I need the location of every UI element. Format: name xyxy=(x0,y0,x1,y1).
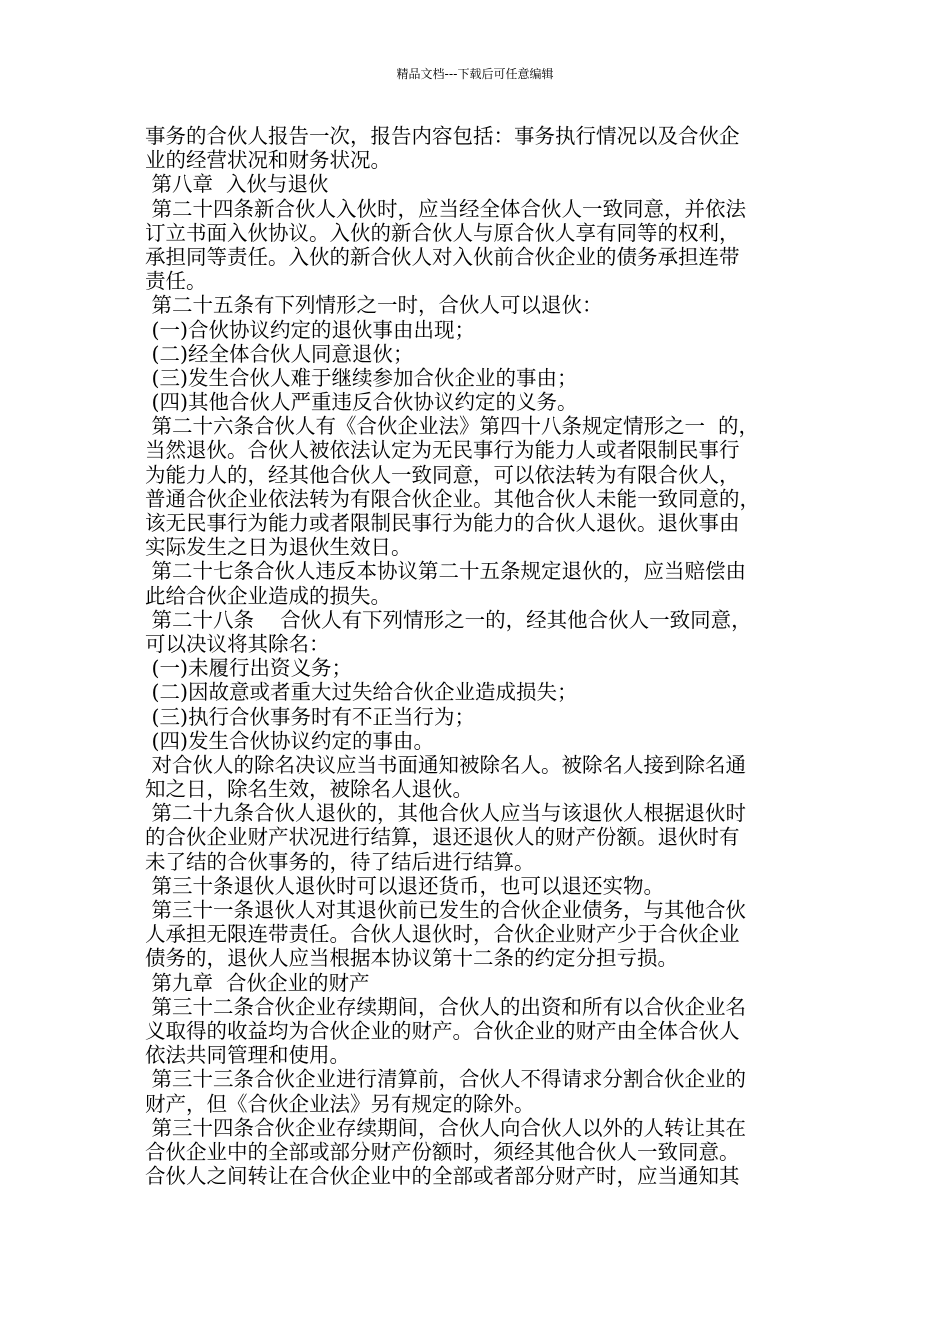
article-28: 第二十八条 合伙人有下列情形之一的，经其他合伙人一致同意， xyxy=(145,607,752,632)
text-line: 当然退伙。合伙人被依法认定为无民事行为能力人或者限制民事行 xyxy=(145,438,740,463)
text-line: 订立书面入伙协议。入伙的新合伙人与原合伙人享有同等的权利， xyxy=(145,220,740,245)
text-line: 事务的合伙人报告一次，报告内容包括：事务执行情况以及合伙企 xyxy=(145,124,740,148)
text-line: 人承担无限连带责任。合伙人退伙时，合伙企业财产少于合伙企业 xyxy=(145,922,740,947)
text-line: 合伙人之间转让在合伙企业中的全部或者部分财产时，应当通知其 xyxy=(145,1164,740,1189)
article-29: 第二十九条合伙人退伙的，其他合伙人应当与该退伙人根据退伙时 xyxy=(145,801,747,826)
text-line: 知之日，除名生效，被除名人退伙。 xyxy=(145,777,473,802)
list-item: (四)发生合伙协议约定的事由。 xyxy=(145,728,435,753)
text-line: 普通合伙企业依法转为有限合伙企业。其他合伙人未能一致同意的， xyxy=(145,486,760,511)
text-line: 此给合伙企业造成的损失。 xyxy=(145,583,391,608)
text-line: 财产，但《合伙企业法》另有规定的除外。 xyxy=(145,1091,535,1116)
page-header: 精品文档---下载后可任意编辑 xyxy=(396,67,554,81)
text-line: 业的经营状况和财务状况。 xyxy=(145,148,391,173)
text-line: 依法共同管理和使用。 xyxy=(145,1043,350,1068)
article-27: 第二十七条合伙人违反本协议第二十五条规定退伙的，应当赔偿由 xyxy=(145,559,747,584)
text-line: 实际发生之日为退伙生效日。 xyxy=(145,535,412,560)
list-item: (一)未履行出资义务； xyxy=(145,656,353,681)
text-line: 该无民事行为能力或者限制民事行为能力的合伙人退伙。退伙事由 xyxy=(145,511,740,535)
text-line: 未了结的合伙事务的，待了结后进行结算。 xyxy=(145,849,535,874)
article-34: 第三十四条合伙企业存续期间，合伙人向合伙人以外的人转让其在 xyxy=(145,1115,747,1140)
text-line: 承担同等责任。入伙的新合伙人对入伙前合伙企业的债务承担连带 xyxy=(145,244,740,269)
chapter-heading: 第八章 入伙与退伙 xyxy=(145,172,329,197)
text-line: 责任。 xyxy=(145,269,207,294)
text-line: 合伙企业中的全部或部分财产份额时，须经其他合伙人一致同意。 xyxy=(145,1139,740,1164)
article-31: 第三十一条退伙人对其退伙前已发生的合伙企业债务，与其他合伙 xyxy=(145,898,747,922)
article-30: 第三十条退伙人退伙时可以退还货币，也可以退还实物。 xyxy=(145,873,665,898)
article-25: 第二十五条有下列情形之一时，合伙人可以退伙： xyxy=(145,293,603,318)
article-33: 第三十三条合伙企业进行清算前，合伙人不得请求分割合伙企业的 xyxy=(145,1067,747,1092)
list-item: (三)执行合伙事务时有不正当行为； xyxy=(145,704,476,729)
list-item: (一)合伙协议约定的退伙事由出现； xyxy=(145,317,476,342)
text-line: 的合伙企业财产状况进行结算，退还退伙人的财产份额。退伙时有 xyxy=(145,825,740,850)
text-line: 可以决议将其除名： xyxy=(145,631,330,656)
article-24: 第二十四条新合伙人入伙时，应当经全体合伙人一致同意，并依法 xyxy=(145,196,747,221)
text-line: 义取得的收益均为合伙企业的财产。合伙企业的财产由全体合伙人 xyxy=(145,1018,740,1043)
article-32: 第三十二条合伙企业存续期间，合伙人的出资和所有以合伙企业名 xyxy=(145,994,747,1019)
chapter-heading: 第九章 合伙企业的财产 xyxy=(145,970,370,995)
list-item: (二)因故意或者重大过失给合伙企业造成损失； xyxy=(145,680,578,705)
list-item: (四)其他合伙人严重违反合伙协议约定的义务。 xyxy=(145,390,578,415)
text-line: 对合伙人的除名决议应当书面通知被除名人。被除名人接到除名通 xyxy=(145,752,747,777)
list-item: (三)发生合伙人难于继续参加合伙企业的事由； xyxy=(145,365,578,390)
list-item: (二)经全体合伙人同意退伙； xyxy=(145,341,414,366)
article-26: 第二十六条合伙人有《合伙企业法》第四十八条规定情形之一 的， xyxy=(145,414,760,439)
text-line: 为能力人的，经其他合伙人一致同意，可以依法转为有限合伙人， xyxy=(145,462,740,487)
text-line: 债务的，退伙人应当根据本协议第十二条的约定分担亏损。 xyxy=(145,946,678,971)
document-body xyxy=(145,124,815,1188)
